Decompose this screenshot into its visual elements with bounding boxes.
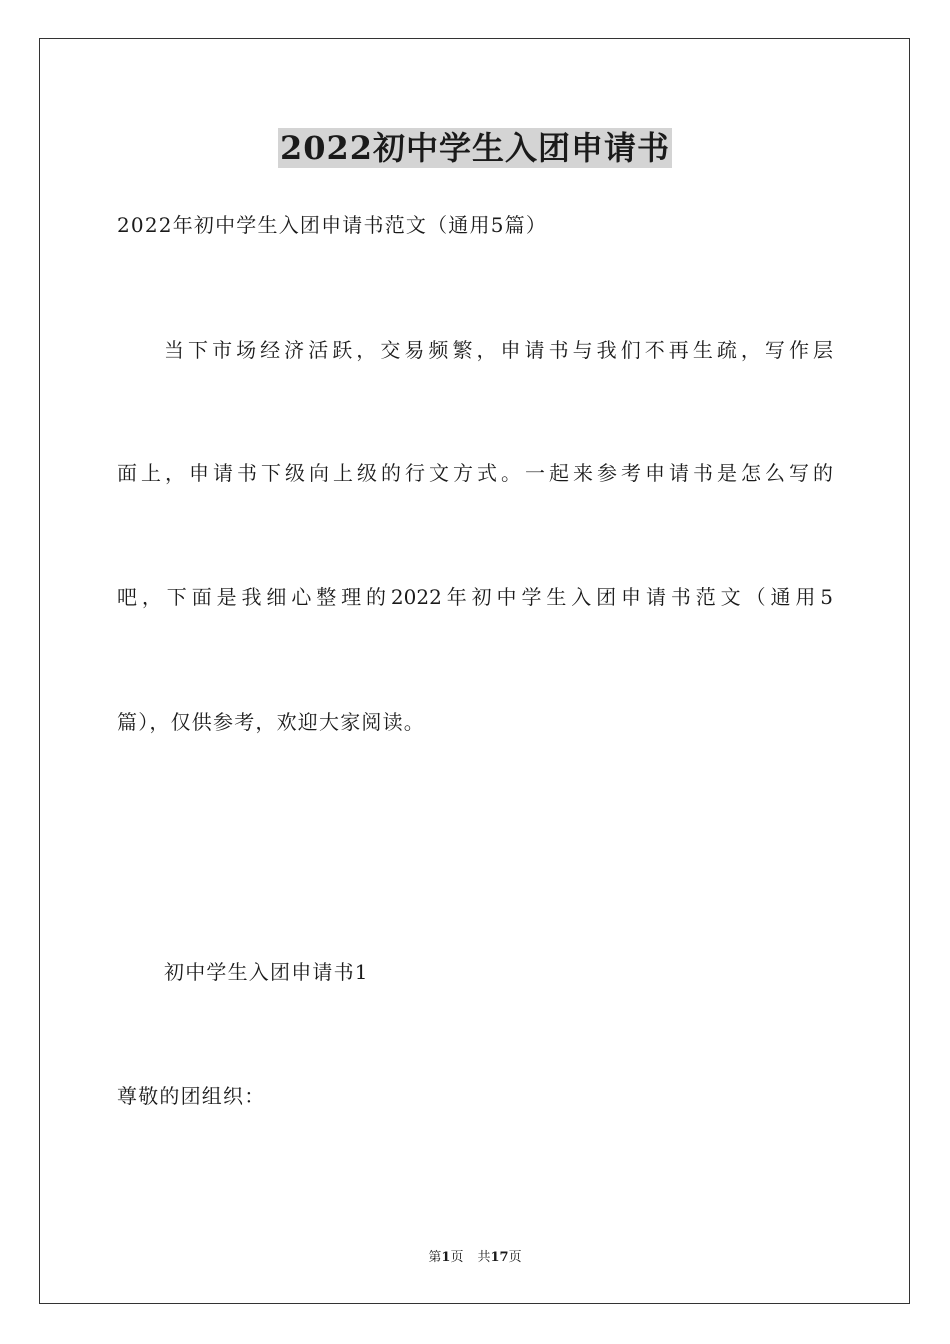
document-title: 2022初中学生入团申请书 — [279, 129, 671, 167]
page-suffix: 页 — [450, 1250, 464, 1265]
total-pages: 17 — [490, 1250, 509, 1265]
intro-line-1: 当下市场经济活跃，交易频繁，申请书与我们不再生疏，写作层 — [164, 338, 833, 362]
page-number: 1 — [441, 1250, 451, 1265]
intro-line-4: 篇），仅供参考，欢迎大家阅读。 — [117, 710, 425, 734]
salutation: 尊敬的团组织： — [117, 1084, 266, 1108]
intro-line-3: 吧，下面是我细心整理的2022年初中学生入团申请书范文（通用5 — [117, 585, 833, 609]
intro-line-2: 面上，申请书下级向上级的行文方式。一起来参考申请书是怎么写的 — [117, 461, 833, 485]
document-subtitle: 2022年初中学生入团申请书范文（通用5篇） — [117, 213, 548, 237]
section-heading: 初中学生入团申请书1 — [164, 960, 369, 984]
page-footer — [0, 1249, 950, 1267]
total-prefix: 共 — [477, 1250, 491, 1265]
page-prefix: 第 — [428, 1250, 442, 1265]
title-container — [0, 128, 950, 168]
total-suffix: 页 — [508, 1250, 522, 1265]
